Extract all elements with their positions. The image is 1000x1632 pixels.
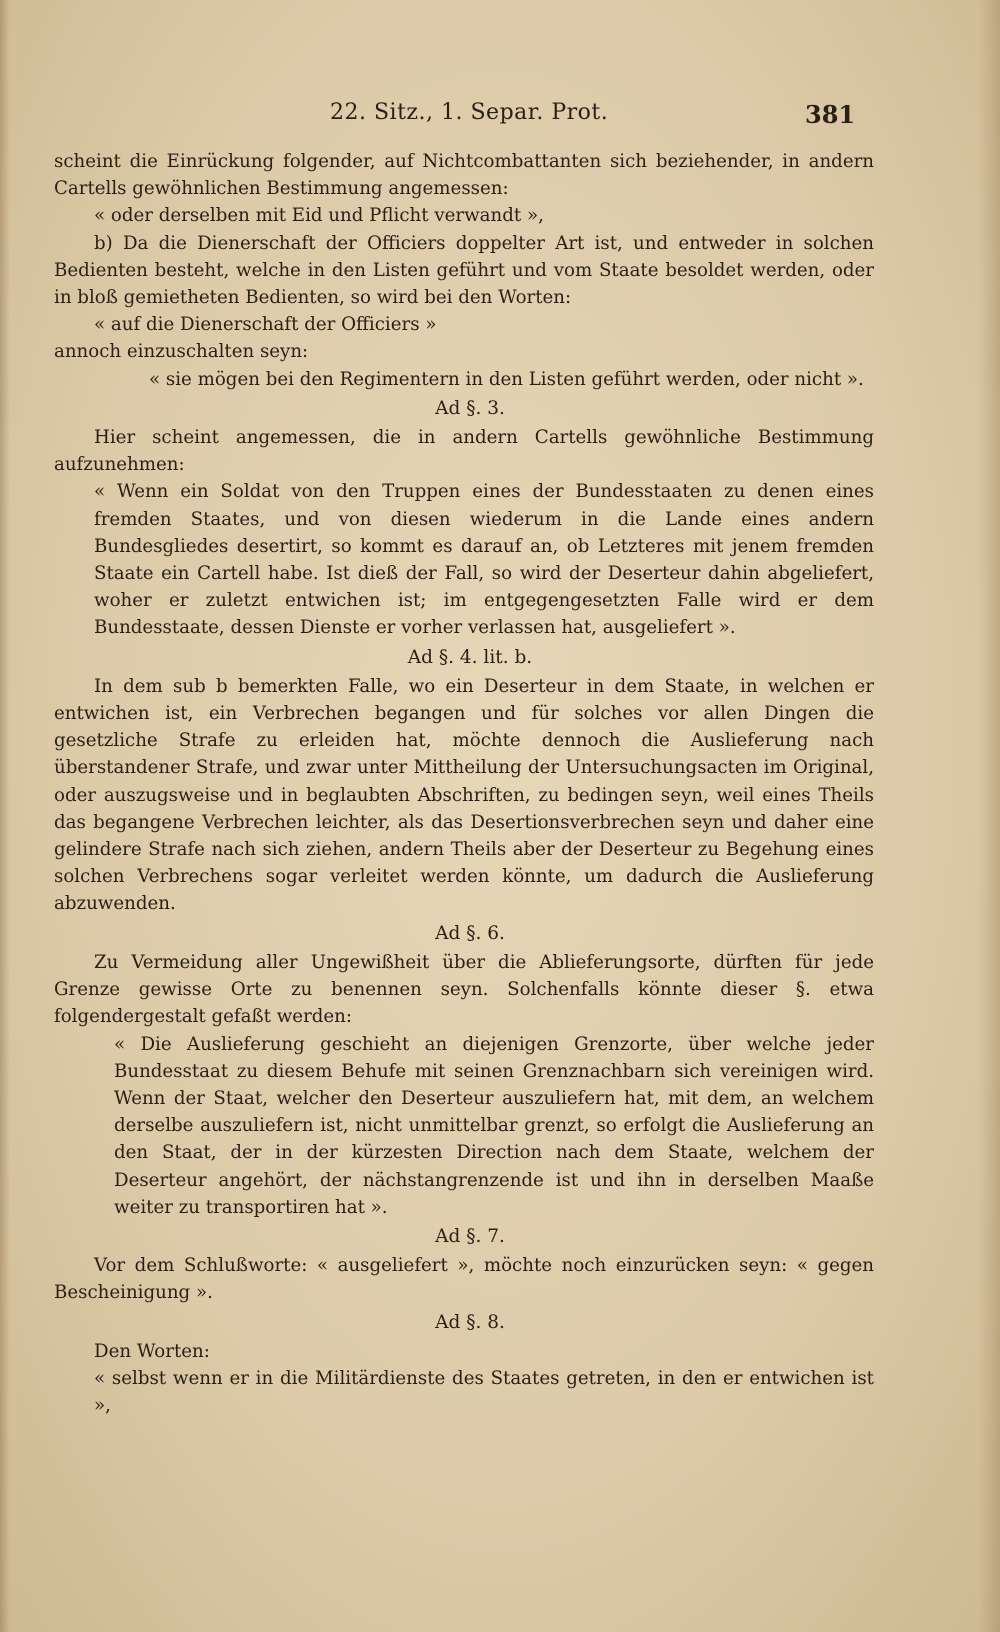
paragraph: Hier scheint angemessen, die in andern Cartells gewöhnliche Bestimmung aufzunehmen: [54,427,874,476]
body-text [54,148,874,1419]
section-heading: Ad §. 7. [435,1225,505,1247]
section-heading: Ad §. 3. [435,397,505,419]
running-header [0,100,1000,140]
quotation: « selbst wenn er in die Militärdienste des Staates getreten, in den er entwichen ist », [94,1367,874,1417]
paragraph: Den Worten: [94,1340,210,1362]
quotation: « auf die Dienerschaft der Officiers » [94,314,437,336]
quotation: « oder derselben mit Eid und Pflicht verwandt », [94,205,544,227]
section-heading: Ad §. 4. lit. b. [407,646,533,668]
quotation: « sie mögen bei den Regimentern in den Listen geführt werden, oder nicht ». [149,368,864,390]
paragraph: scheint die Einrückung folgender, auf Nichtcombattanten sich beziehender, in andern Cartells gewöhnlichen Bestimmung angemessen: [54,151,874,200]
section-heading: Ad §. 8. [435,1311,505,1333]
page-number: 381 [805,100,856,129]
section-heading: Ad §. 6. [435,922,505,944]
header-title: 22. Sitz., 1. Separ. Prot. [330,100,609,125]
page-edge-shadow [978,0,1000,1632]
quotation-block: « Wenn ein Soldat von den Truppen eines der Bundesstaaten zu denen eines fremden Staates, und von diesen wiederum in die Lande eines andern Bundesgliedes desertirt, so kommt es darauf an, ob Letzteres mit jenem fremden Staate ein Cartell habe. Ist dieß der Fall, so wird der Deserteur dahin abgeliefert, woher er zuletzt entwichen ist; im entgegengesetzten Falle wird er dem Bundesstaate, dessen Dienste er vorher verlassen hat, ausgeliefert ». [94,481,874,639]
paragraph: b) Da die Dienerschaft der Officiers doppelter Art ist, und entweder in solchen Bedienten besteht, welche in den Listen geführt und vom Staate besoldet werden, oder in bloß gemietheten Bedienten, so wird bei den Worten: [54,232,874,309]
page-spine-shadow [0,0,10,1632]
paragraph: Vor dem Schlußworte: « ausgeliefert », möchte noch einzurücken seyn: « gegen Bescheinigung ». [54,1255,874,1304]
quotation-block: « Die Auslieferung geschieht an diejenigen Grenzorte, über welche jeder Bundesstaat zu diesem Behufe mit seinen Grenznachbarn sich vereinigen wird. Wenn der Staat, welcher den Deserteur auszuliefern hat, mit dem, an welchem derselbe auszuliefern ist, nicht unmittelbar grenzt, so erfolgt die Auslieferung an den Staat, der in der kürzesten Direction nach dem Staate, welchem der Deserteur angehört, der nächstangrenzende ist und ihn in derselben Maaße weiter zu transportiren hat ». [114,1033,874,1218]
paragraph: Zu Vermeidung aller Ungewißheit über die Ablieferungsorte, dürften für jede Grenze gewisse Orte zu benennen seyn. Solchenfalls könnte dieser §. etwa folgendergestalt gefaßt werden: [54,951,874,1028]
paragraph: annoch einzuschalten seyn: [54,341,309,363]
paragraph: In dem sub b bemerkten Falle, wo ein Deserteur in dem Staate, in welchen er entwichen ist, ein Verbrechen begangen und für solches vor allen Dingen die gesetzliche Strafe zu erleiden hat, möchte dennoch die Auslieferung nach überstandener Strafe, und zwar unter Mittheilung der Untersuchungsacten im Original, oder auszugsweise und in beglaubten Abschriften, zu bedingen seyn, weil eines Theils das begangene Verbrechen leichter, als das Desertionsverbrechen seyn und daher eine gelindere Strafe nach sich ziehen, andern Theils aber der Deserteur zu Begehung eines solchen Verbrechens sogar verleitet werden könnte, um dadurch die Auslieferung abzuwenden. [54,675,874,915]
